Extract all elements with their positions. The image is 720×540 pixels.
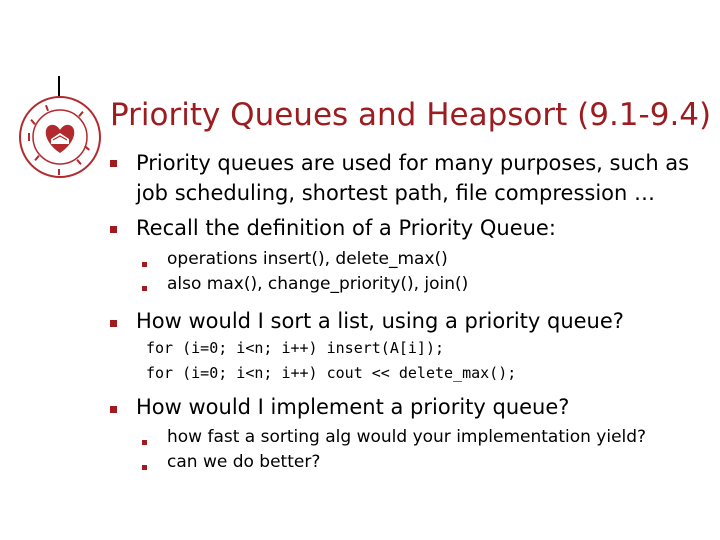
bullet-4-sub-2: can we do better? <box>167 452 321 472</box>
university-seal-logo <box>18 95 102 179</box>
sub-bullet-marker <box>142 286 147 291</box>
bullet-2 <box>136 213 556 243</box>
sub-bullet-marker <box>142 262 147 267</box>
code-line-1: for (i=0; i<n; i++) insert(A[i]); <box>146 339 445 357</box>
bullet-4: How would I implement a priority queue? <box>136 395 570 419</box>
code-line-2: for (i=0; i<n; i++) cout << delete_max(); <box>146 364 517 382</box>
bullet-2-line-1: Recall the definition of a Priority Queue: <box>136 216 556 240</box>
bullet-2-sub-2: also max(), change_priority(), join() <box>167 274 469 294</box>
bullet-marker <box>110 160 117 167</box>
sub-bullet-marker <box>142 465 147 470</box>
bullet-1 <box>136 148 689 208</box>
bullet-marker <box>110 320 117 327</box>
bullet-1-line-2: job scheduling, shortest path, file compression … <box>136 181 656 205</box>
bullet-4-sub-1: how fast a sorting alg would your implementation yield? <box>167 427 647 447</box>
bullet-3: How would I sort a list, using a priority queue? <box>136 309 624 333</box>
logo-tick-mark <box>58 76 60 96</box>
bullet-marker <box>110 406 117 413</box>
bullet-1-line-1: Priority queues are used for many purposes, such as <box>136 151 690 175</box>
sub-bullet-marker <box>142 440 147 445</box>
bullet-marker <box>110 226 117 233</box>
bullet-2-sub-1: operations insert(), delete_max() <box>167 249 448 269</box>
slide-title: Priority Queues and Heapsort (9.1-9.4) <box>110 97 712 133</box>
